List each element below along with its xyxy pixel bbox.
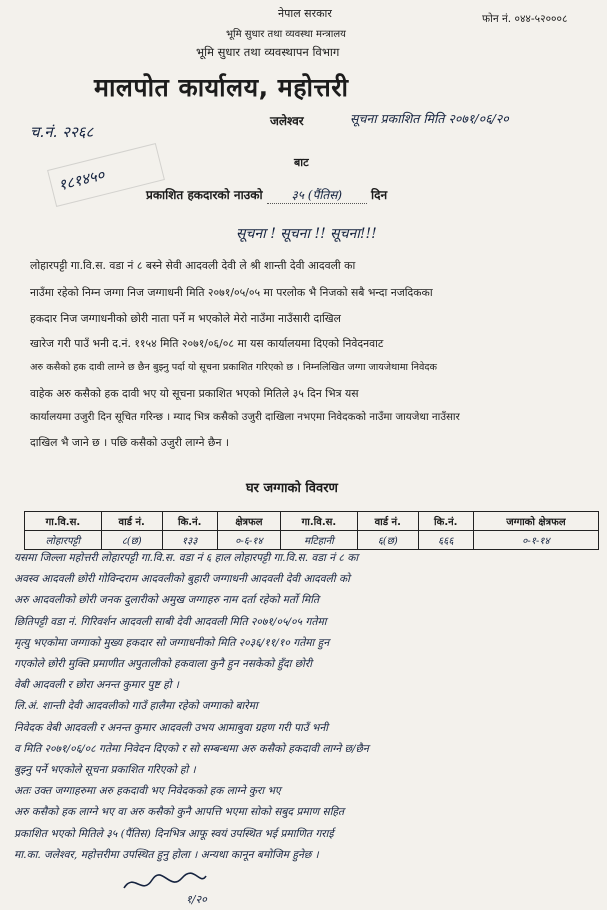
office-name: मालपोत कार्यालय, महोत्तरी	[94, 73, 349, 102]
header-vdc: गा.वि.स.	[25, 512, 102, 531]
ministry-name: भूमि सुधार तथा व्यवस्था मन्त्रालय	[226, 29, 346, 40]
cell-vdc: लोहारपट्टी	[25, 531, 102, 550]
note-line: लि.अं. शान्ती देवी आदवलीको गाउँ हालैमा रहेको जग्गाको बारेमा	[14, 700, 258, 713]
notice-heading	[146, 186, 387, 204]
note-line: वेबी आदवली र छोरा अनन्त कुमार पुष्ट हो ।	[14, 679, 179, 692]
handwritten-note	[14, 548, 594, 866]
cell-ward: ८(छ)	[101, 531, 162, 550]
note-line: अवस्व आदवली छोरी गोविन्दराम आदवलीको बुहारी जग्गाधनी आदवली देवी आदवली को	[14, 573, 350, 586]
body-line-1: लोहारपट्टी गा.वि.स. वडा नं ८ बस्ने सेवी आदवली देवी ले श्री शान्ती देवी आदवली का	[30, 259, 356, 272]
heading-days: ३५ (पैंतिस)	[267, 186, 367, 204]
header-plot: कि.नं.	[162, 512, 217, 531]
reference-number: च.नं. २२६८	[30, 123, 94, 141]
table-header-row	[25, 512, 599, 531]
note-line: अतः उक्त जग्गाहरुमा अरु हकदावी भए निवेदकको हक लाग्ने कुरा भए	[14, 785, 281, 798]
publication-date-note: सूचना प्रकाशित मिति २०७१/०६/२०	[350, 111, 509, 126]
header-plot-2: कि.नं.	[418, 512, 473, 531]
heading-suffix: दिन	[370, 188, 388, 202]
from-label: बाट	[294, 156, 309, 169]
note-line: प्रकाशित भएको मितिले ३५ (पैंतिस) दिनभित्र आफू स्वयं उपस्थित भई प्रमाणित गराई	[14, 827, 334, 840]
body-line-7: कार्यालयमा उजुरी दिन सूचित गरिन्छ । म्याद भित्र कसैको उजुरी दाखिला नभएमा निवेदकको नाउँमा जायजेथा नाउँसार	[30, 411, 460, 423]
cell-ward-2: ६(छ)	[357, 531, 418, 550]
note-line: मा.का. जलेश्वर, महोत्तरीमा उपस्थित हुनु होला । अन्यथा कानून बमोजिम हुनेछ ।	[14, 848, 319, 861]
notice-title: सूचना ! सूचना !! सूचना!!!	[236, 226, 377, 242]
cell-land-area: ०-१-१४	[473, 531, 598, 550]
note-line: बुझ्नु पर्ने भएकोले सूचना प्रकाशित गरिएको हो ।	[14, 764, 196, 777]
land-details-table	[24, 511, 599, 550]
stamp-number: १८१४५०	[56, 165, 107, 195]
body-line-6: वाहेक अरु कसैको हक दावी भए यो सूचना प्रकाशित भएको मितिले ३५ दिन भित्र यस	[30, 387, 359, 400]
government-name: नेपाल सरकार	[278, 7, 332, 20]
header-land-area: जग्गाको क्षेत्रफल	[473, 512, 598, 531]
cell-area: ०-६-१४	[217, 531, 280, 550]
cell-plot: १३३	[162, 531, 217, 550]
note-line: व मिति २०७१/०६/०८ गतेमा निवेदन दिएको र सो सम्बन्धमा अरु कसैको हकदावी लाग्ने छ/छैन	[14, 742, 369, 755]
header-area: क्षेत्रफल	[217, 512, 280, 531]
note-line: यसमा जिल्ला महोत्तरी लोहारपट्टी गा.वि.स. वडा नं ६ हाल लोहारपट्टी गा.वि.स. वडा नं ८ का	[14, 552, 359, 564]
body-line-4: खारेज गरी पाउँ भनी द.नं. ११५४ मिति २०७१/०६/०८ मा यस कार्यालयमा दिएको निवेदनवाट	[30, 337, 384, 350]
note-line: अरु कसैको हक लाग्ने भए वा अरु कसैको कुनै आपत्ति भएमा सोको सबुद प्रमाण सहित	[14, 806, 345, 819]
note-line: छितिपट्टी वडा नं. गिरिवर्शन आदवली साबी देवी आदवली मिति २०७१/०५/०५ गतेमा	[14, 615, 327, 628]
header-ward: वार्ड नं.	[101, 512, 162, 531]
cell-vdc-2: मटिहानी	[281, 531, 358, 550]
office-location: जलेश्वर	[270, 114, 304, 128]
header-vdc-2: गा.वि.स.	[281, 512, 358, 531]
cell-plot-2: ६६६	[418, 531, 473, 550]
table-row	[25, 531, 599, 550]
phone-number: फोन नं. ०४४-५२०००८	[482, 13, 568, 25]
department-name: भूमि सुधार तथा व्यवस्थापन विभाग	[196, 45, 340, 59]
note-line: मृत्यु भएकोमा जग्गाको मुख्य हकदार सो जग्गाधनीको मिति २०३६/११/१० गतेमा हुन	[14, 636, 330, 649]
body-line-2: नाउँमा रहेको निम्न जग्गा निज जग्गाधनी मिति २०७१/०५/०५ मा परलोक भै निजको सबै भन्दा नजदिकका	[30, 286, 433, 299]
body-line-8: दाखिल भै जाने छ । पछि कसैको उजुरी लाग्ने छैन ।	[30, 436, 229, 449]
signature-date: १/२०	[186, 893, 207, 906]
body-line-5: अरु कसैको हक दावी लाग्ने छ छैन बुझ्नु पर्दा यो सूचना प्रकाशित गरिएको छ । निम्नलिखित जग्गा जायजेथामा निवेदक	[30, 362, 437, 373]
note-line: निवेदक वेबी आदवली र अनन्त कुमार आदवली उभय आमाबुवा ग्रहण गरी पाउँ भनी	[14, 721, 328, 734]
body-line-3: हकदार निज जग्गाधनीको छोरी नाता पर्ने म भएकोले मेरो नाउँमा नाउँसारी दाखिल	[30, 312, 341, 325]
heading-prefix: प्रकाशित हकदारको नाउको	[146, 188, 263, 202]
header-ward-2: वार्ड नं.	[357, 512, 418, 531]
note-line: अरु आदवलीको छोरी जनक दुलारीको अमुख जग्गाहरु नाम दर्ता रहेको मर्तो मिति	[14, 594, 320, 607]
land-details-title: घर जग्गाको विवरण	[246, 481, 338, 496]
note-line: गएकोले छोरी मुक्ति प्रमाणीत अपुतालीको हकवाला कुनै हुन नसकेको हुँदा छोरी	[14, 658, 312, 671]
